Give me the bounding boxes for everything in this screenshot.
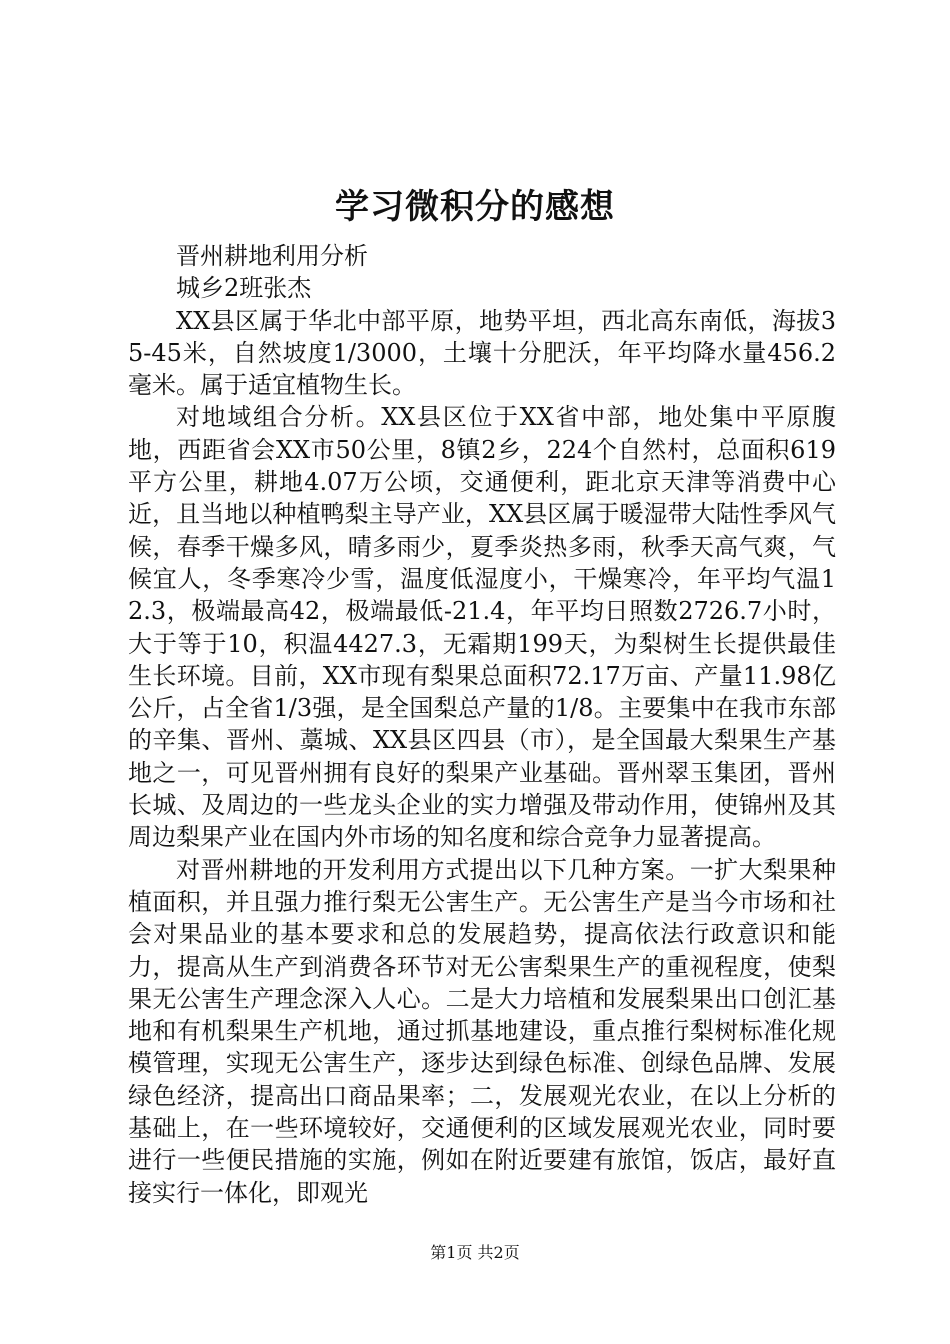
page-title: 学习微积分的感想: [335, 187, 615, 227]
author-line: 城乡2班张杰: [176, 274, 312, 303]
page-footer: 第1页 共2页: [430, 1243, 520, 1262]
paragraph-location: XX县区属于华北中部平原，地势平坦，西北高东南低，海拔35-45米，自然坡度1/3000，土壤十分肥沃，年平均降水量456.2毫米。属于适宜植物生长。: [128, 306, 836, 400]
subtitle-line: 晋州耕地利用分析: [176, 242, 368, 270]
paragraph-development-plan: 对晋州耕地的开发利用方式提出以下几种方案。一扩大梨果种植面积，并且强力推行梨无公害生产。无公害生产是当今市场和社会对果品业的基本要求和总的发展趋势，提高依法行政意识和能力，提高从生产到消费各环节对无公害梨果生产的重视程度，使梨果无公害生产理念深入人心。二是大力培植和发展梨果出口创汇基地和有机梨果生产机地，通过抓基地建设，重点推行梨树标准化规模管理，实现无公害生产，逐步达到绿色标准、创绿色品牌、发展绿色经济，提高出口商品果率；二，发展观光农业，在以上分析的基础上，在一些环境较好，交通便利的区域发展观光农业，同时要进行一些便民措施的实施，例如在附近要建有旅馆，饭店，最好直接实行一体化，即观光: [128, 855, 836, 1207]
paragraph-regional-analysis: 对地域组合分析。XX县区位于XX省中部，地处集中平原腹地，西距省会XX市50公里，8镇2乡，224个自然村，总面积619平方公里，耕地4.07万公顷，交通便利，距北京天津等消费中心近，且当地以种植鸭梨主导产业，XX县区属于暖湿带大陆性季风气候，春季干燥多风，晴多雨少，夏季炎热多雨，秋季天高气爽，气候宜人，冬季寒冷少雪，温度低湿度小，干燥寒冷，年平均气温12.3，极端最高42，极端最低-21.4，年平均日照数2726.7小时，大于等于10，积温4427.3，无霜期199天，为梨树生长提供最佳生长环境。目前，XX市现有梨果总面积72.17万亩、产量11.98亿公斤，占全省1/3强，是全国梨总产量的1/8。主要集中在我市东部的辛集、晋州、藁城、XX县区四县（市），是全国最大梨果生产基地之一，可见晋州拥有良好的梨果产业基础。晋州翠玉集团，晋州长城、及周边的一些龙头企业的实力增强及带动作用，使锦州及其周边梨果产业在国内外市场的知名度和综合竞争力显著提高。: [128, 403, 836, 852]
document-body: [128, 240, 836, 1209]
